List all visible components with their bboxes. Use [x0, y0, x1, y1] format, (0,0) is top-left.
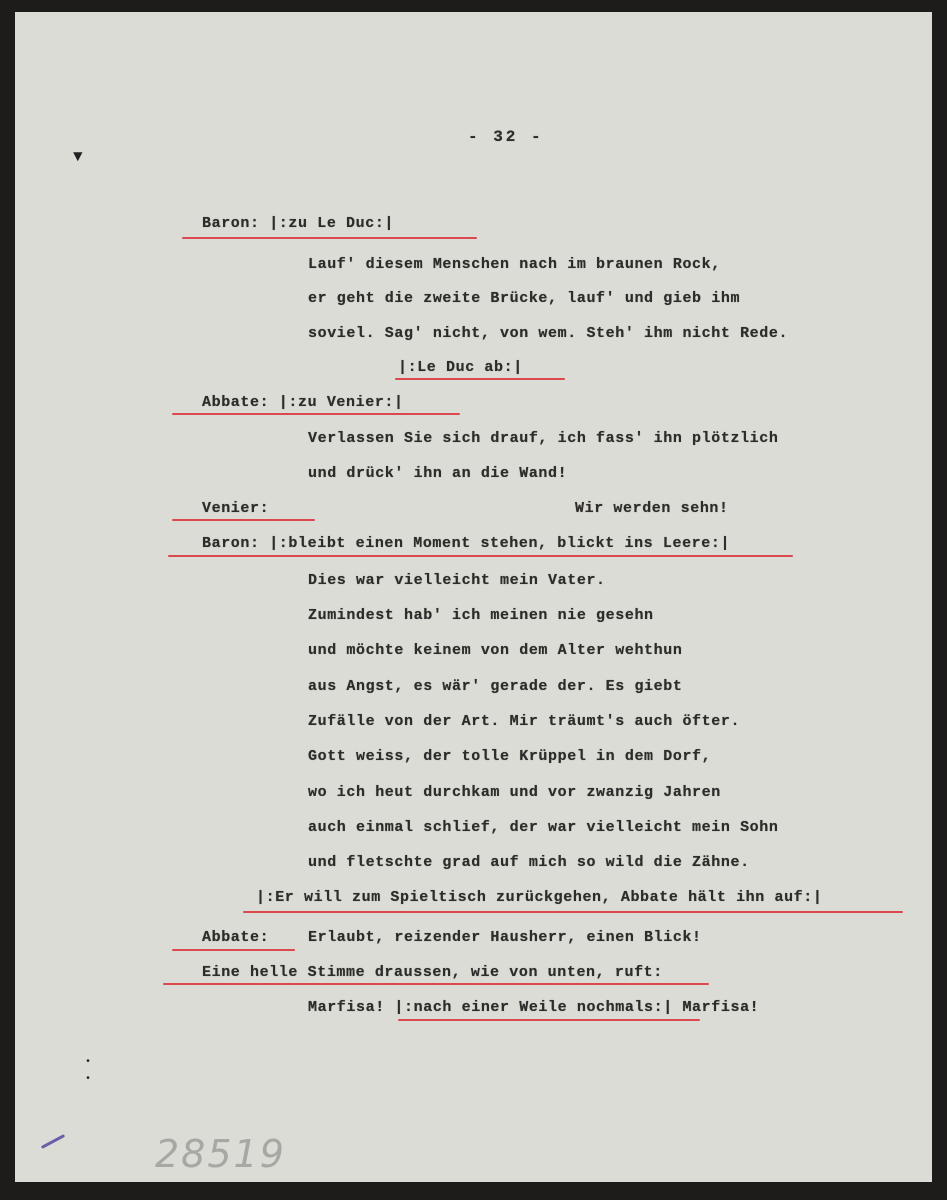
verse-line: Lauf' diesem Menschen nach im braunen Rock, — [308, 256, 721, 273]
speaker-line-abbate: Abbate: |:zu Venier:| — [202, 394, 404, 411]
punch-mark-icon: ▼ — [73, 148, 83, 166]
speaker-line-baron: Baron: |:bleibt einen Moment stehen, blickt ins Leere:| — [202, 535, 731, 552]
verse-line: Gott weiss, der tolle Krüppel in dem Dorf, — [308, 748, 712, 765]
archive-number: 28519 — [155, 1132, 286, 1176]
edge-mark: • — [85, 1057, 92, 1068]
speaker-venier: Venier: — [202, 500, 270, 517]
offstage-direction: Eine helle Stimme draussen, wie von unten, ruft: — [202, 964, 663, 981]
underline — [168, 555, 793, 557]
verse-line: Erlaubt, reizender Hausherr, einen Blick! — [308, 929, 702, 946]
underline — [395, 378, 565, 380]
verse-line: Wir werden sehn! — [575, 500, 729, 517]
edge-mark: • — [85, 1074, 92, 1085]
document-page — [15, 12, 932, 1182]
underline — [172, 519, 315, 521]
verse-line: Zumindest hab' ich meinen nie gesehn — [308, 607, 654, 624]
verse-line: er geht die zweite Brücke, lauf' und gieb ihm — [308, 290, 741, 307]
verse-line: auch einmal schlief, der war vielleicht mein Sohn — [308, 819, 779, 836]
speaker-abbate: Abbate: — [202, 929, 270, 946]
verse-line: Dies war vielleicht mein Vater. — [308, 572, 606, 589]
underline — [182, 237, 477, 239]
verse-line: Verlassen Sie sich drauf, ich fass' ihn plötzlich — [308, 430, 779, 447]
underline — [172, 413, 460, 415]
verse-line: und fletschte grad auf mich so wild die Zähne. — [308, 854, 750, 871]
page-number: - 32 - — [468, 128, 544, 146]
speaker-line-baron: Baron: |:zu Le Duc:| — [202, 215, 395, 232]
stage-direction: |:Er will zum Spieltisch zurückgehen, Abbate hält ihn auf:| — [256, 889, 823, 906]
verse-line: aus Angst, es wär' gerade der. Es giebt — [308, 678, 683, 695]
underline — [172, 949, 295, 951]
pencil-mark — [41, 1134, 65, 1149]
underline — [163, 983, 709, 985]
stage-direction: |:Le Duc ab:| — [398, 359, 523, 376]
underline — [398, 1019, 700, 1021]
verse-line: soviel. Sag' nicht, von wem. Steh' ihm nicht Rede. — [308, 325, 789, 342]
verse-line: und drück' ihn an die Wand! — [308, 465, 568, 482]
verse-line: Marfisa! |:nach einer Weile nochmals:| Marfisa! — [308, 999, 760, 1016]
verse-line: und möchte keinem von dem Alter wehthun — [308, 642, 683, 659]
verse-line: Zufälle von der Art. Mir träumt's auch öfter. — [308, 713, 741, 730]
verse-line: wo ich heut durchkam und vor zwanzig Jahren — [308, 784, 721, 801]
underline — [243, 911, 903, 913]
